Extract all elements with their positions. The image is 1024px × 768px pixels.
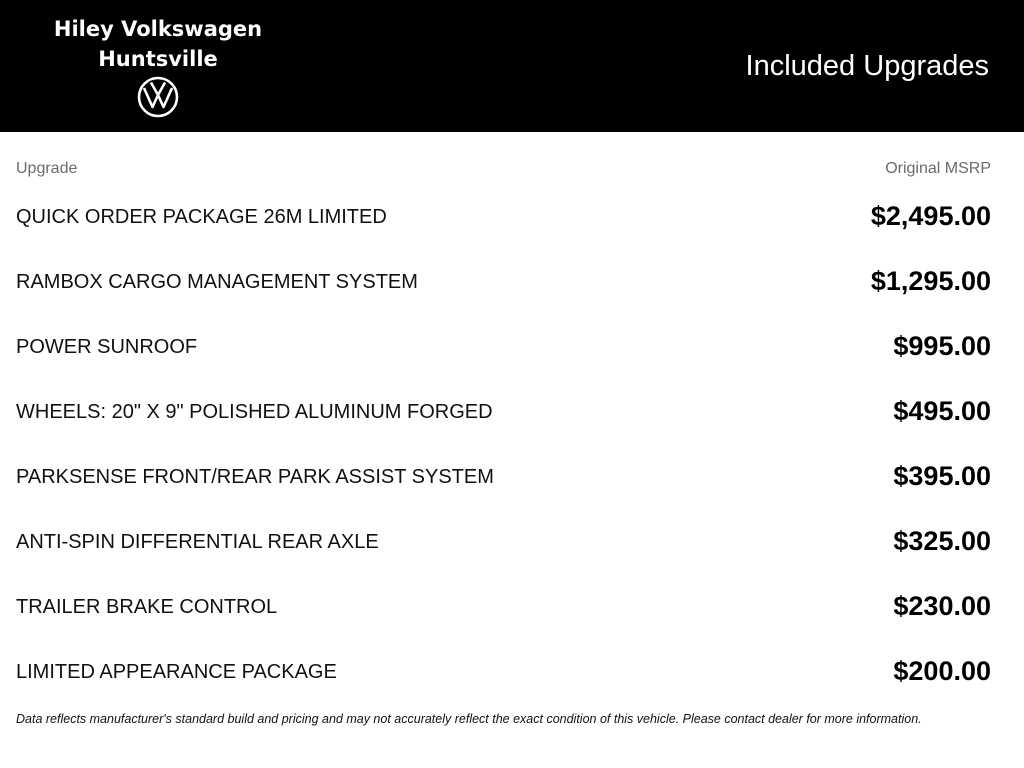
upgrade-row: [16, 575, 991, 640]
upgrade-row: [16, 445, 991, 510]
dealer-name-line1: Hiley Volkswagen: [53, 17, 263, 41]
upgrade-row: [16, 510, 991, 575]
upgrade-price: $200.00: [893, 656, 991, 686]
upgrade-price: $230.00: [893, 591, 991, 621]
upgrade-row: [16, 640, 991, 705]
upgrade-name: WHEELS: 20" X 9" POLISHED ALUMINUM FORGED: [16, 401, 493, 423]
dealer-name-line2: Huntsville: [98, 47, 218, 71]
upgrade-row: [16, 380, 991, 445]
disclaimer-text: Data reflects manufacturer's standard build and pricing and may not accurately reflect the exact condition of this vehicle. Please contact dealer for more information.: [16, 712, 922, 726]
upgrade-name: QUICK ORDER PACKAGE 26M LIMITED: [16, 206, 387, 228]
upgrade-row: [16, 250, 991, 315]
upgrade-price: $2,495.00: [870, 201, 991, 231]
upgrade-name: POWER SUNROOF: [16, 336, 198, 358]
upgrade-name: RAMBOX CARGO MANAGEMENT SYSTEM: [16, 271, 418, 293]
page-header: [0, 0, 1024, 132]
upgrade-price: $325.00: [893, 526, 991, 556]
upgrade-price: $395.00: [893, 461, 991, 491]
upgrade-row: [16, 315, 991, 380]
upgrade-price: $495.00: [893, 396, 991, 426]
column-headers: [16, 160, 991, 180]
upgrade-name: TRAILER BRAKE CONTROL: [16, 596, 278, 618]
upgrade-row: [16, 185, 991, 250]
upgrade-price: $995.00: [893, 331, 991, 361]
upgrade-name: PARKSENSE FRONT/REAR PARK ASSIST SYSTEM: [16, 466, 494, 488]
upgrade-name: ANTI-SPIN DIFFERENTIAL REAR AXLE: [16, 531, 379, 553]
dealer-logo: [40, 14, 276, 74]
upgrade-price: $1,295.00: [870, 266, 991, 296]
upgrade-name: LIMITED APPEARANCE PACKAGE: [16, 661, 337, 683]
column-header-upgrade: Upgrade: [16, 160, 78, 177]
column-header-msrp: Original MSRP: [885, 160, 991, 177]
page-title: Included Upgrades: [745, 50, 989, 82]
upgrade-list: [16, 185, 991, 705]
volkswagen-logo-icon: [137, 76, 179, 118]
